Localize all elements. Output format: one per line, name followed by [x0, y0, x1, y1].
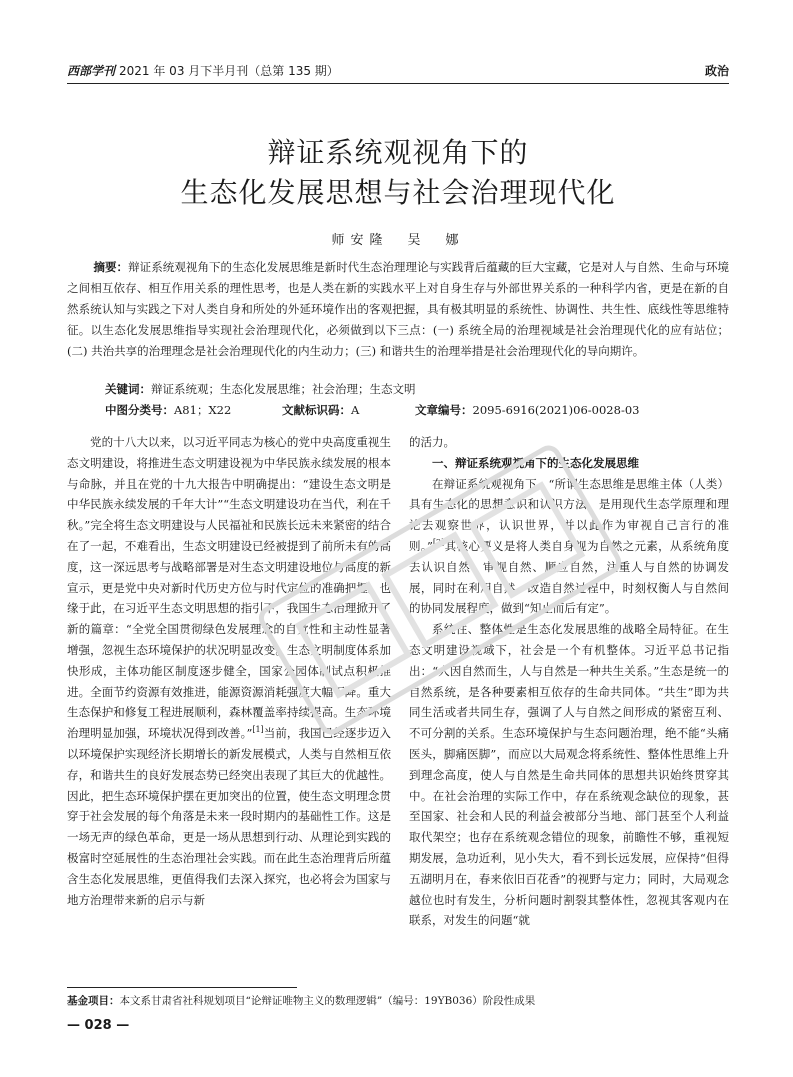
article-title	[67, 133, 729, 213]
abstract-text: 辩证系统观视角下的生态化发展思维是新时代生态治理理论与实践背后蕴藏的巨大宝藏，它是对人与自然、生命与环境之间相互依存、相互作用关系的理性思考，也是人类在新的实践水平上对自身生存与外部世界关系的一种科学内省，更是在新的自然系统认知与实践之下对人类自身和所处的外延环境作出的客观把握，具有极其明显的系统性、协调性、共生性、底线性等思维特征。以生态化发展思维指导实现社会治理现代化，必须做到以下三点：(一) 系统全局的治理视域是社会治理现代化的应有站位；(二) 共治共享的治理理念是社会治理现代化的内生动力；(三) 和谐共生的治理举措是社会治理现代化的导向期许。	[67, 260, 729, 358]
journal-issue	[67, 62, 339, 79]
abstract-label: 摘要：	[93, 260, 129, 274]
doc-code	[282, 400, 359, 420]
header-rule	[67, 83, 729, 84]
article-number-label: 文章编号：	[415, 403, 473, 417]
clc-value: A81；X22	[174, 403, 232, 417]
running-header	[67, 58, 729, 80]
paragraph-text: 当前，我国已经逐步迈入以环境保护实现经济长期增长的新发展模式，人类与自然相互依存，和谐共生的良好发展态势已经突出表现了其巨大的优越性。因此，把生态环境保护摆在更加突出的位置，使生态文明理念贯穿于社会发展的每个角落是未来一段时期内的基础性工作。这是一场无声的绿色革命，更是一场从思想到行动、从理论到实践的极富时空延展性的生态治理社会实践。而在此生态治理背后所蕴含生态化发展思维，更值得我们去深入探究，也必将会为国家与地方治理带来新的启示与新	[67, 726, 391, 907]
keywords-text: 辩证系统观；生态化发展思维；社会治理；生态文明	[151, 382, 416, 396]
body-paragraph	[409, 474, 729, 620]
title-line-2: 生态化发展思想与社会治理现代化	[180, 176, 616, 209]
clc-label: 中图分类号：	[105, 403, 174, 417]
page-number: — 028 —	[67, 1018, 130, 1033]
article-meta	[105, 400, 729, 420]
article-number-value: 2095-6916(2021)06-0028-03	[472, 403, 640, 417]
body-paragraph: 的活力。	[409, 435, 455, 449]
right-column	[409, 432, 729, 931]
issue-text: 2021 年 03 月下半月刊（总第 135 期）	[119, 64, 339, 78]
section-heading: 一、辩证系统观视角下的生态化发展思维	[432, 455, 639, 470]
paragraph-text: 党的十八大以来，以习近平同志为核心的党中央高度重视生态文明建设，将推进生态文明建设视为中华民族永续发展的根本与命脉，并且在党的十九大报告中明确提出：“建设生态文明是中华民族永续发展的千年大计”“生态文明建设功在当代，利在千秋。”完全将生态文明建设与人民福祉和民族长远未来紧密的结合在了一起，不难看出，生态文明建设已经被提到了前所未有的高度，这一深远思考与战略部署是对生态文明建设地位与高度的新宣示，更是党中央对新时代历史方位与时代定位的准确把握。也缘于此，在习近平生态文明思想的指引下，我国生态治理掀开了新的篇章：“全党全国贯彻绿色发展理念的自觉性和主动性显著增强，忽视生态环境保护的状况明显改变。生态文明制度体系加快形成，主体功能区制度逐步健全，国家公园体制试点积极推进。全面节约资源有效推进，能源资源消耗强度大幅下降。重大生态保护和修复工程进展顺利，森林覆盖率持续提高。生态环境治理明显加强，环境状况得到改善。”	[67, 435, 391, 741]
body-paragraph	[67, 432, 391, 910]
doc-code-value: A	[351, 403, 360, 417]
funding-note	[67, 993, 729, 1009]
doc-code-label: 文献标识码：	[282, 403, 351, 417]
citation-ref[interactable]: [2]	[432, 538, 445, 548]
citation-ref[interactable]: [1]	[252, 725, 264, 735]
abstract	[67, 257, 729, 362]
left-column	[67, 432, 391, 910]
footnote-rule	[67, 987, 297, 988]
section-label: 政治	[704, 64, 729, 78]
clc	[105, 400, 231, 420]
keywords	[105, 379, 729, 399]
funding-text: 本文系甘肃省社科规划项目“论辩证唯物主义的数理逻辑”（编号：19YB036）阶段性成果	[119, 995, 536, 1007]
authors: 师安隆 吴 娜	[331, 233, 465, 248]
funding-label: 基金项目：	[67, 995, 120, 1007]
journal-logo: 西部学刊	[67, 64, 116, 78]
paragraph-text: 其核心要义是将人类自身视为自然之元素，从系统角度去认识自然、审视自然、顺应自然，注重人与自然的协调发展，同时在利用自然，改造自然过程中，时刻权衡人与自然间的协同发展程度，做到“知止而后有定”。	[409, 538, 729, 616]
paragraph-text: 在辩证系统观视角下，“所谓生态思维是思维主体（人类）具有生态化的思想意识和认识方法，是用现代生态学原理和理论去观察世界，认识世界，并以此作为审视自己言行的准则。”	[409, 476, 729, 553]
keywords-label: 关键词：	[105, 382, 151, 396]
title-line-1: 辩证系统观视角下的	[267, 136, 529, 169]
body-paragraph: 系统性、整体性是生态化发展思维的战略全局特征。在生态文明建设视域下，社会是一个有机整体。习近平总书记指出：“人因自然而生，人与自然是一种共生关系。”生态是统一的自然系统，是各种要素相互依存的生命共同体。“共生”即为共同生活或者共同生存，强调了人与自然之间形成的紧密互利、不可分割的关系。生态环境保护与生态问题治理，绝不能“头痛医头，脚痛医脚”，而应以大局观念将系统性、整体性思维上升到理念高度，使人与自然是生命共同体的思想共识始终贯穿其中。在社会治理的实际工作中，存在系统观念缺位的现象，甚至国家、社会和人民的利益会被部分当地、部门甚至个人利益取代架空；也存在系统观念错位的现象，前瞻性不够，重视短期发展，急功近利，见小失大，看不到长远发展，应保持“但得五湖明月在，春来依旧百花香”的视野与定力；同时，大局观念越位也时有发生，分析问题时割裂其整体性，忽视其客观内在联系，对发生的问题“就	[409, 622, 729, 928]
article-number	[415, 400, 639, 420]
